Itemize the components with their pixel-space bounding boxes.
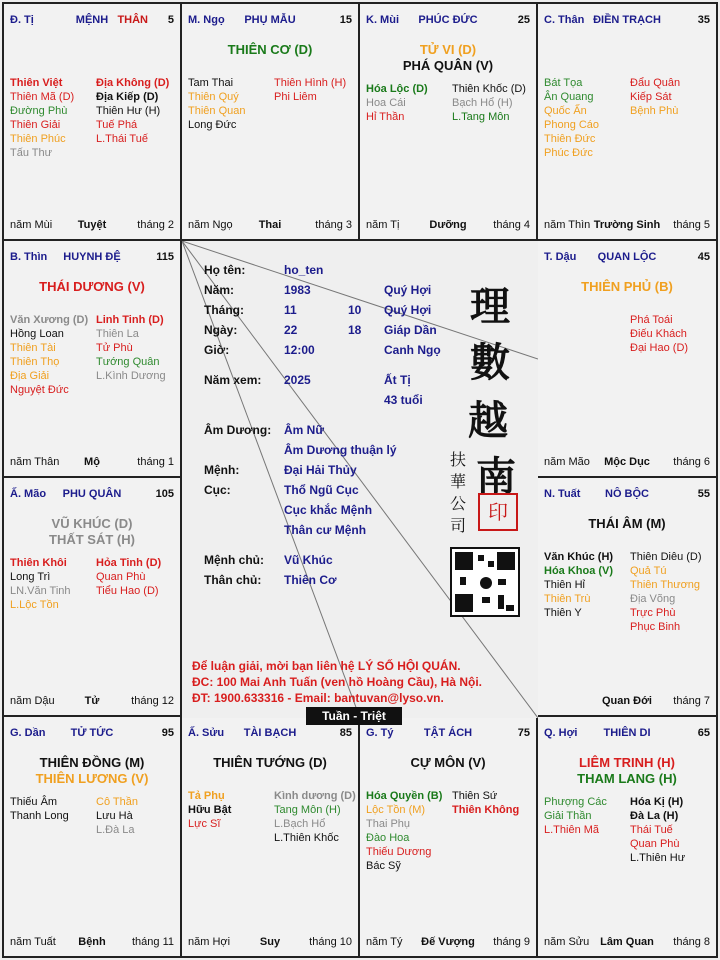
main-star: THIÊN PHỦ (B) (581, 279, 673, 294)
month-label: tháng 3 (315, 219, 352, 231)
star-item: Thiên Trù (544, 593, 591, 605)
right-stars (274, 76, 346, 104)
star-item: Cô Thần (96, 796, 138, 808)
palace-name: HUYNH ĐỆ (63, 251, 121, 263)
palace-header (10, 727, 174, 741)
star-item: Tướng Quân (96, 356, 160, 368)
palace-name: THIÊN DI (603, 727, 651, 739)
star-item: Địa Giải (10, 370, 50, 382)
left-stars (10, 313, 88, 397)
am-duong-label: Âm Dương: (204, 423, 272, 437)
palace-header (10, 251, 174, 265)
star-item: Bát Tọa (544, 77, 583, 89)
star-item: L.Tang Môn (452, 111, 510, 123)
than-chu-value: Thiên Cơ (284, 573, 337, 587)
nam-xem-label: Năm xem: (204, 373, 262, 387)
right-stars (630, 795, 685, 865)
palace-number: 45 (697, 251, 710, 263)
than-chu-label: Thân chủ: (204, 573, 262, 587)
palace-footer (188, 219, 352, 233)
palace-footer (544, 219, 710, 233)
main-star: CỰ MÔN (V) (410, 755, 486, 770)
cuc-note-1: Cục khắc Mệnh (284, 503, 373, 517)
star-item: Địa Kiếp (D) (96, 91, 159, 103)
gio-value: 12:00 (284, 343, 315, 357)
star-item: Thiên Y (544, 607, 582, 619)
right-stars (96, 795, 138, 837)
palace-dan[interactable] (2, 715, 182, 958)
star-item: Thai Phụ (366, 818, 411, 830)
star-item: Tuế Phá (96, 119, 138, 131)
star-item: Phá Toái (630, 314, 673, 326)
star-item: Kình dương (D) (274, 790, 356, 802)
center-info-panel (182, 241, 538, 723)
star-item: Tiểu Hao (D) (96, 585, 159, 597)
palace-footer (544, 936, 710, 950)
palace-number: 75 (517, 727, 530, 739)
right-stars (452, 789, 519, 817)
tuan-triet-badge: Tuần - Triệt (306, 707, 402, 725)
star-item: Địa Võng (630, 593, 676, 605)
star-item: Thiên Phúc (10, 133, 66, 145)
star-item: Quả Tú (630, 565, 667, 577)
qr-code-icon[interactable] (450, 547, 520, 617)
year-label: năm Tuất (10, 936, 56, 948)
palace-footer (544, 695, 710, 709)
year-label: năm Tị (366, 219, 400, 231)
palace-header (544, 488, 710, 502)
year-label: năm Sửu (544, 936, 590, 948)
palace-name: PHỤ MẪU (244, 14, 296, 26)
life-stage: Thai (258, 219, 282, 231)
star-item: Hóa Khoa (V) (544, 565, 614, 577)
palace-name: TẬT ÁCH (423, 727, 473, 739)
palace-ty[interactable] (358, 715, 538, 958)
month-label: tháng 1 (137, 456, 174, 468)
star-item: Hồng Loan (10, 328, 64, 340)
thang-can: Quý Hợi (384, 303, 432, 317)
palace-name: NÔ BỘC (605, 488, 649, 500)
am-duong-note: Âm Dương thuận lý (284, 443, 397, 457)
palace-number: 15 (339, 14, 352, 26)
star-item: Phúc Đức (544, 147, 593, 159)
star-item: Đại Hao (D) (630, 342, 689, 354)
star-item: L.Thái Tuế (96, 133, 148, 145)
life-stage: Tuyệt (77, 219, 107, 231)
star-item: Thiên Thọ (10, 356, 60, 368)
star-item: Quốc Ấn (544, 105, 587, 117)
star-item: Điếu Khách (630, 328, 687, 340)
palace-tuat[interactable] (536, 476, 718, 717)
right-stars (452, 82, 526, 124)
life-stage: Lâm Quan (600, 936, 654, 948)
star-item: Hỏa Tinh (D) (96, 557, 162, 569)
palace-name: QUAN LỘC (597, 251, 657, 263)
palace-name: TÀI BẠCH (243, 727, 297, 739)
ho-ten-value: ho_ten (284, 263, 324, 277)
palace-header (188, 727, 352, 741)
star-item: L.Thiên Khốc (274, 832, 339, 844)
palace-footer (544, 456, 710, 470)
palace-number: 115 (156, 251, 174, 263)
ngay-label: Ngày: (204, 323, 238, 337)
cuc-label: Cục: (204, 483, 231, 497)
star-item: L.Bạch Hổ (274, 818, 326, 830)
star-item: Hóa Kị (H) (630, 796, 684, 808)
month-label: tháng 11 (131, 936, 174, 948)
star-item: Địa Không (D) (96, 77, 170, 89)
ngay-am: 18 (348, 323, 362, 337)
life-stage: Mộ (84, 456, 100, 468)
year-label: năm Ngọ (188, 219, 233, 231)
contact-line-2: ĐC: 100 Mai Anh Tuấn (ven hồ Hoàng Cầu), Hà Nội. (192, 675, 483, 689)
cuc-note-2: Thân cư Mệnh (284, 523, 367, 537)
left-stars (10, 795, 69, 823)
palace-footer (366, 936, 530, 950)
palace-footer (10, 936, 174, 950)
star-item: Bạch Hổ (H) (452, 97, 513, 109)
star-item: Hữu Bật (188, 804, 232, 816)
palace-code: B. Thìn (10, 251, 48, 263)
left-stars (366, 789, 442, 873)
life-stage: Mộc Dục (604, 456, 650, 468)
star-item: Đà La (H) (630, 810, 679, 822)
star-item: Lộc Tồn (M) (366, 804, 426, 816)
life-stage: Trường Sinh (593, 219, 661, 231)
left-stars (544, 795, 607, 837)
star-item: Đào Hoa (366, 832, 410, 844)
month-label: tháng 4 (493, 219, 530, 231)
palace-number: 95 (161, 727, 174, 739)
star-item: Phi Liêm (274, 91, 317, 103)
left-stars (10, 556, 71, 612)
month-label: tháng 12 (131, 695, 174, 707)
palace-header (544, 251, 710, 265)
palace-number: 5 (167, 14, 174, 26)
star-item: Linh Tinh (D) (96, 314, 164, 326)
menh-chu-label: Mệnh chủ: (204, 553, 264, 567)
contact-line-3: ĐT: 1900.633316 - Email: bantuvan@lyso.vn. (192, 691, 444, 705)
year-label: năm Tý (366, 936, 403, 948)
life-stage: Dưỡng (429, 219, 467, 231)
star-item: Đẩu Quân (630, 77, 681, 89)
star-item: Thiên Hình (H) (274, 77, 347, 89)
contact-line-1: Để luận giải, mời bạn liên hệ LÝ SỐ HỘI QUÁN. (192, 659, 461, 673)
menh-label: Mệnh: (204, 463, 240, 477)
palace-hoi[interactable] (536, 715, 718, 958)
small-calligraphy-1: 扶 (450, 450, 467, 469)
left-stars (366, 82, 428, 124)
nam-xem-value: 2025 (284, 373, 311, 387)
star-item: Hóa Lộc (D) (366, 83, 428, 95)
palace-code: Ấ. Mão (10, 488, 47, 500)
nam-value: 1983 (284, 283, 311, 297)
star-item: Hóa Quyền (B) (366, 790, 443, 802)
star-item: Thiên Hư (H) (96, 105, 161, 117)
star-item: Long Trì (10, 571, 51, 583)
star-item: Thiên Quan (188, 105, 246, 117)
palace-ngo[interactable] (180, 2, 360, 241)
small-calligraphy-2: 華 (450, 472, 467, 491)
star-item: LN.Văn Tinh (10, 585, 71, 597)
main-star: THIÊN ĐỒNG (M) (39, 755, 145, 770)
year-label: năm Hợi (188, 936, 231, 948)
life-stage: Suy (259, 936, 281, 948)
life-stage: Đế Vượng (421, 936, 475, 948)
star-item: Thanh Long (10, 810, 69, 822)
star-item: Tang Môn (H) (274, 804, 341, 816)
left-stars (188, 789, 231, 831)
month-label: tháng 8 (673, 936, 710, 948)
small-calligraphy-3: 公 (450, 494, 467, 513)
palace-code: Ấ. Sửu (188, 727, 225, 739)
menh-value: Đại Hải Thủy (284, 463, 357, 477)
star-item: Lưu Hà (96, 810, 133, 822)
palace-ti[interactable] (2, 2, 182, 241)
star-item: Bệnh Phù (630, 105, 679, 117)
cuc-value: Thổ Ngũ Cục (284, 483, 359, 497)
ngay-can: Giáp Dần (384, 323, 437, 337)
month-label: tháng 2 (137, 219, 174, 231)
main-star: LIÊM TRINH (H) (578, 755, 676, 770)
tuoi-value: 43 tuổi (384, 393, 423, 407)
month-label: tháng 6 (673, 456, 710, 468)
palace-than[interactable] (536, 2, 718, 241)
palace-number: 105 (155, 488, 174, 500)
right-stars (96, 313, 166, 383)
palace-name: PHÚC ĐỨC (418, 14, 478, 26)
right-stars (96, 76, 169, 146)
life-stage: Bệnh (78, 936, 106, 948)
right-stars (630, 313, 688, 355)
palace-dau[interactable] (536, 239, 718, 478)
palace-mao[interactable] (2, 476, 182, 717)
palace-name: TỬ TỨC (70, 727, 114, 739)
red-seal-icon: 印 (478, 493, 518, 531)
am-duong-value: Âm Nữ (284, 423, 325, 437)
thang-value: 11 (284, 303, 297, 317)
calligraphy-char-1: 理 (470, 283, 510, 330)
palace-mui[interactable] (358, 2, 538, 241)
main-star: PHÁ QUÂN (V) (402, 58, 494, 73)
palace-code: C. Thân (544, 14, 585, 26)
main-star: THAM LANG (H) (577, 771, 677, 786)
star-item: Lực Sĩ (188, 818, 221, 830)
palace-code: Đ. Tị (10, 14, 34, 26)
thang-am: 10 (348, 303, 362, 317)
star-item: Kiếp Sát (630, 91, 672, 103)
main-star: THIÊN TƯỚNG (D) (213, 755, 327, 770)
ho-ten-label: Họ tên: (204, 263, 246, 277)
year-label: năm Thìn (544, 219, 591, 231)
star-item: Thiên Sứ (452, 790, 498, 802)
palace-number: 85 (339, 727, 352, 739)
palace-header (188, 14, 352, 28)
star-item: Hoa Cái (366, 97, 406, 109)
palace-header (544, 14, 710, 28)
star-item: Thiên Thương (630, 579, 701, 591)
main-star: THIÊN CƠ (D) (227, 42, 313, 57)
palace-header (544, 727, 710, 741)
star-item: Quan Phù (96, 571, 146, 583)
main-star: VŨ KHÚC (D) (51, 516, 133, 531)
main-star: THÁI DƯƠNG (V) (39, 279, 145, 294)
palace-header (366, 14, 530, 28)
main-star: THẤT SÁT (H) (49, 532, 135, 547)
ngay-value: 22 (284, 323, 298, 337)
palace-footer (188, 936, 352, 950)
than-tag: THÂN (117, 14, 148, 26)
star-item: Thiên Tài (10, 342, 56, 354)
calligraphy-char-4: 南 (476, 453, 516, 500)
palace-footer (10, 695, 174, 709)
palace-code: G. Tý (366, 727, 394, 739)
palace-code: K. Mùi (366, 14, 399, 26)
palace-code: T. Dậu (544, 251, 577, 263)
star-item: Phượng Các (544, 796, 607, 808)
nam-label: Năm: (204, 283, 235, 297)
palace-number: 25 (517, 14, 530, 26)
palace-code: N. Tuất (544, 488, 581, 500)
star-item: L.Thiên Hư (630, 852, 686, 864)
palace-name: MỆNH (75, 14, 109, 26)
right-stars (630, 76, 680, 118)
star-item: Hỉ Thần (366, 111, 405, 123)
year-label: năm Mùi (10, 219, 53, 231)
gio-label: Giờ: (204, 343, 230, 357)
star-item: L.Lộc Tồn (10, 599, 59, 611)
gio-can: Canh Ngọ (384, 343, 441, 357)
star-item: Thiếu Âm (10, 796, 58, 808)
palace-name: ĐIỀN TRẠCH (593, 14, 661, 26)
palace-header (366, 727, 530, 741)
palace-footer (10, 219, 174, 233)
star-item: Tả Phụ (188, 790, 225, 802)
palace-header (10, 14, 174, 28)
calligraphy-char-2: 數 (470, 339, 510, 386)
star-item: Giải Thần (544, 810, 592, 822)
star-item: Thiên Khôi (10, 557, 67, 569)
palace-number: 65 (697, 727, 710, 739)
life-stage: Tử (84, 695, 100, 707)
star-item: L.Thiên Mã (544, 824, 600, 836)
star-item: Thiên La (96, 328, 139, 340)
nam-can: Quý Hợi (384, 283, 432, 297)
life-stage: Quan Đới (602, 695, 652, 707)
palace-footer (366, 219, 530, 233)
main-star: THIÊN LƯƠNG (V) (35, 771, 149, 786)
palace-footer (10, 456, 174, 470)
star-item: Đường Phù (10, 105, 68, 117)
star-item: Bác Sỹ (366, 860, 401, 872)
year-label: năm Thân (10, 456, 60, 468)
star-item: Thiên Diêu (D) (630, 551, 702, 563)
star-item: Tam Thai (188, 77, 234, 89)
star-item: Thiên Khốc (D) (452, 83, 526, 95)
star-item: Thiên Hỉ (544, 579, 585, 591)
left-stars (188, 76, 245, 132)
palace-thin[interactable] (2, 239, 182, 478)
right-stars (96, 556, 161, 598)
left-stars (544, 550, 613, 620)
month-label: tháng 9 (493, 936, 530, 948)
palace-code: Q. Hợi (544, 727, 578, 739)
palace-number: 35 (697, 14, 710, 26)
thang-label: Tháng: (204, 303, 244, 317)
star-item: L.Đà La (96, 824, 135, 836)
nam-xem-can: Ất Tị (384, 373, 411, 387)
star-item: Quan Phù (630, 838, 680, 850)
palace-suu[interactable] (180, 715, 360, 958)
month-label: tháng 10 (309, 936, 352, 948)
star-item: Thiên Giải (10, 119, 61, 131)
right-stars (274, 789, 356, 845)
star-item: Phục Binh (630, 621, 681, 633)
star-item: Nguyệt Đức (10, 384, 69, 396)
menh-chu-value: Vũ Khúc (284, 553, 333, 567)
year-label: năm Mão (544, 456, 590, 468)
star-item: Thiên Quý (188, 91, 239, 103)
palace-code: M. Ngọ (188, 14, 225, 26)
palace-header (10, 488, 174, 502)
star-item: Thiên Mã (D) (10, 91, 75, 103)
year-label: năm Dậu (10, 695, 55, 707)
main-star: TỬ VI (D) (419, 42, 477, 57)
calligraphy-char-3: 越 (468, 397, 508, 444)
star-item: L.Kình Dương (96, 370, 166, 382)
main-star: THÁI ÂM (M) (588, 516, 666, 531)
palace-number: 55 (697, 488, 710, 500)
star-item: Văn Xương (D) (10, 314, 89, 326)
star-item: Ân Quang (544, 91, 594, 103)
palace-name: PHU QUÂN (62, 488, 122, 500)
star-item: Văn Khúc (H) (544, 551, 614, 563)
palace-code: G. Dần (10, 727, 46, 739)
star-item: Tấu Thư (10, 147, 53, 159)
right-stars (630, 550, 702, 634)
star-item: Trực Phù (630, 607, 676, 619)
star-item: Thiếu Dương (366, 846, 432, 858)
left-stars (10, 76, 74, 160)
small-calligraphy-4: 司 (450, 516, 467, 535)
month-label: tháng 5 (673, 219, 710, 231)
left-stars (544, 76, 599, 160)
star-item: Phong Cáo (544, 119, 600, 131)
star-item: Thiên Đức (544, 133, 596, 145)
star-item: Thiên Không (452, 804, 520, 816)
star-item: Thiên Việt (10, 77, 63, 89)
star-item: Long Đức (188, 119, 237, 131)
star-item: Thái Tuế (630, 824, 673, 836)
star-item: Tử Phù (96, 342, 133, 354)
month-label: tháng 7 (673, 695, 710, 707)
